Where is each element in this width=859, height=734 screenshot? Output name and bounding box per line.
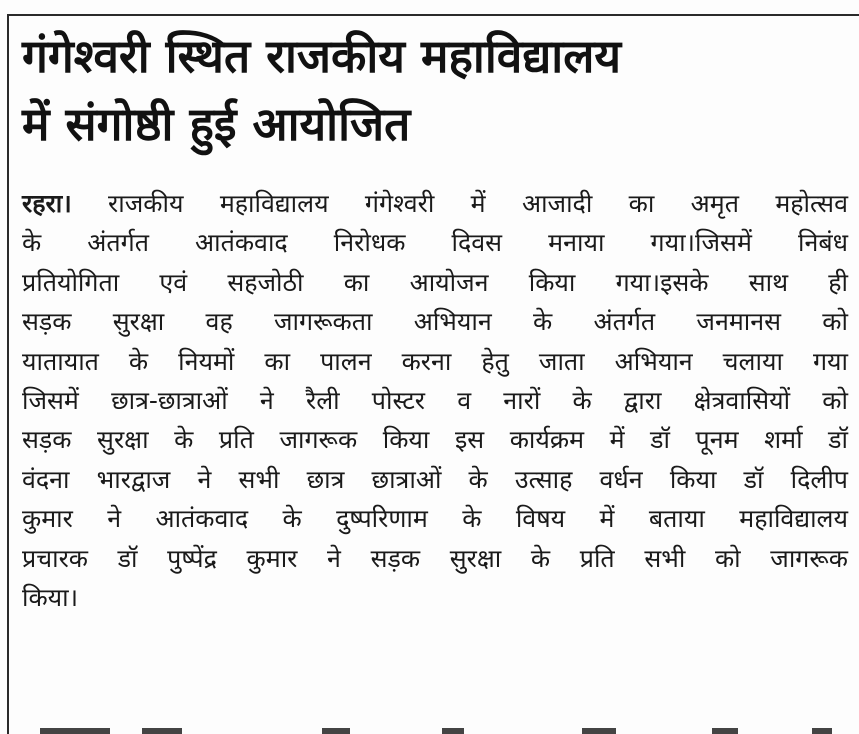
next-line-cutoff xyxy=(22,724,848,734)
body-line-9: कुमार ने आतंकवाद के दुष्परिणाम के विषय में बताया महाविद्यालय xyxy=(22,504,848,534)
body-line-10: प्रचारक डॉ पुष्पेंद्र कुमार ने सड़क सुरक्षा के प्रति सभी को जागरूक xyxy=(22,543,848,573)
column-rule-left xyxy=(7,14,9,734)
headline-line-1: गंगेश्वरी स्थित राजकीय महाविद्यालय xyxy=(22,29,622,83)
headline-line-2: में संगोष्ठी हुई आयोजित xyxy=(22,97,411,151)
body-line-11: किया। xyxy=(22,583,79,613)
body-line-1 xyxy=(22,184,848,223)
body-line-4: सड़क सुरक्षा वह जागरूकता अभियान के अंतर्गत जनमानस को xyxy=(22,307,848,337)
article-body xyxy=(22,184,848,617)
body-line-5: यातायात के नियमों का पालन करना हेतु जाता अभियान चलाया गया xyxy=(22,346,848,376)
body-line-6: जिसमें छात्र-छात्राओं ने रैली पोस्टर व नारों के द्वारा क्षेत्रवासियों को xyxy=(22,386,848,416)
column-rule-top xyxy=(7,14,859,16)
body-line-7: सड़क सुरक्षा के प्रति जागरूक किया इस कार्यक्रम में डॉ पूनम शर्मा डॉ xyxy=(22,425,848,455)
body-line-1-text: राजकीय महाविद्यालय गंगेश्वरी में आजादी का अमृत महोत्सव xyxy=(108,189,848,218)
dateline: रहरा। xyxy=(22,189,72,218)
headline xyxy=(22,22,852,158)
body-line-2: के अंतर्गत आतंकवाद निरोधक दिवस मनाया गया।जिसमें निबंध xyxy=(22,228,848,258)
body-line-3: प्रतियोगिता एवं सहजोठी का आयोजन किया गया।इसके साथ ही xyxy=(22,267,848,297)
body-line-8: वंदना भारद्वाज ने सभी छात्र छात्राओं के उत्साह वर्धन किया डॉ दिलीप xyxy=(22,464,848,494)
